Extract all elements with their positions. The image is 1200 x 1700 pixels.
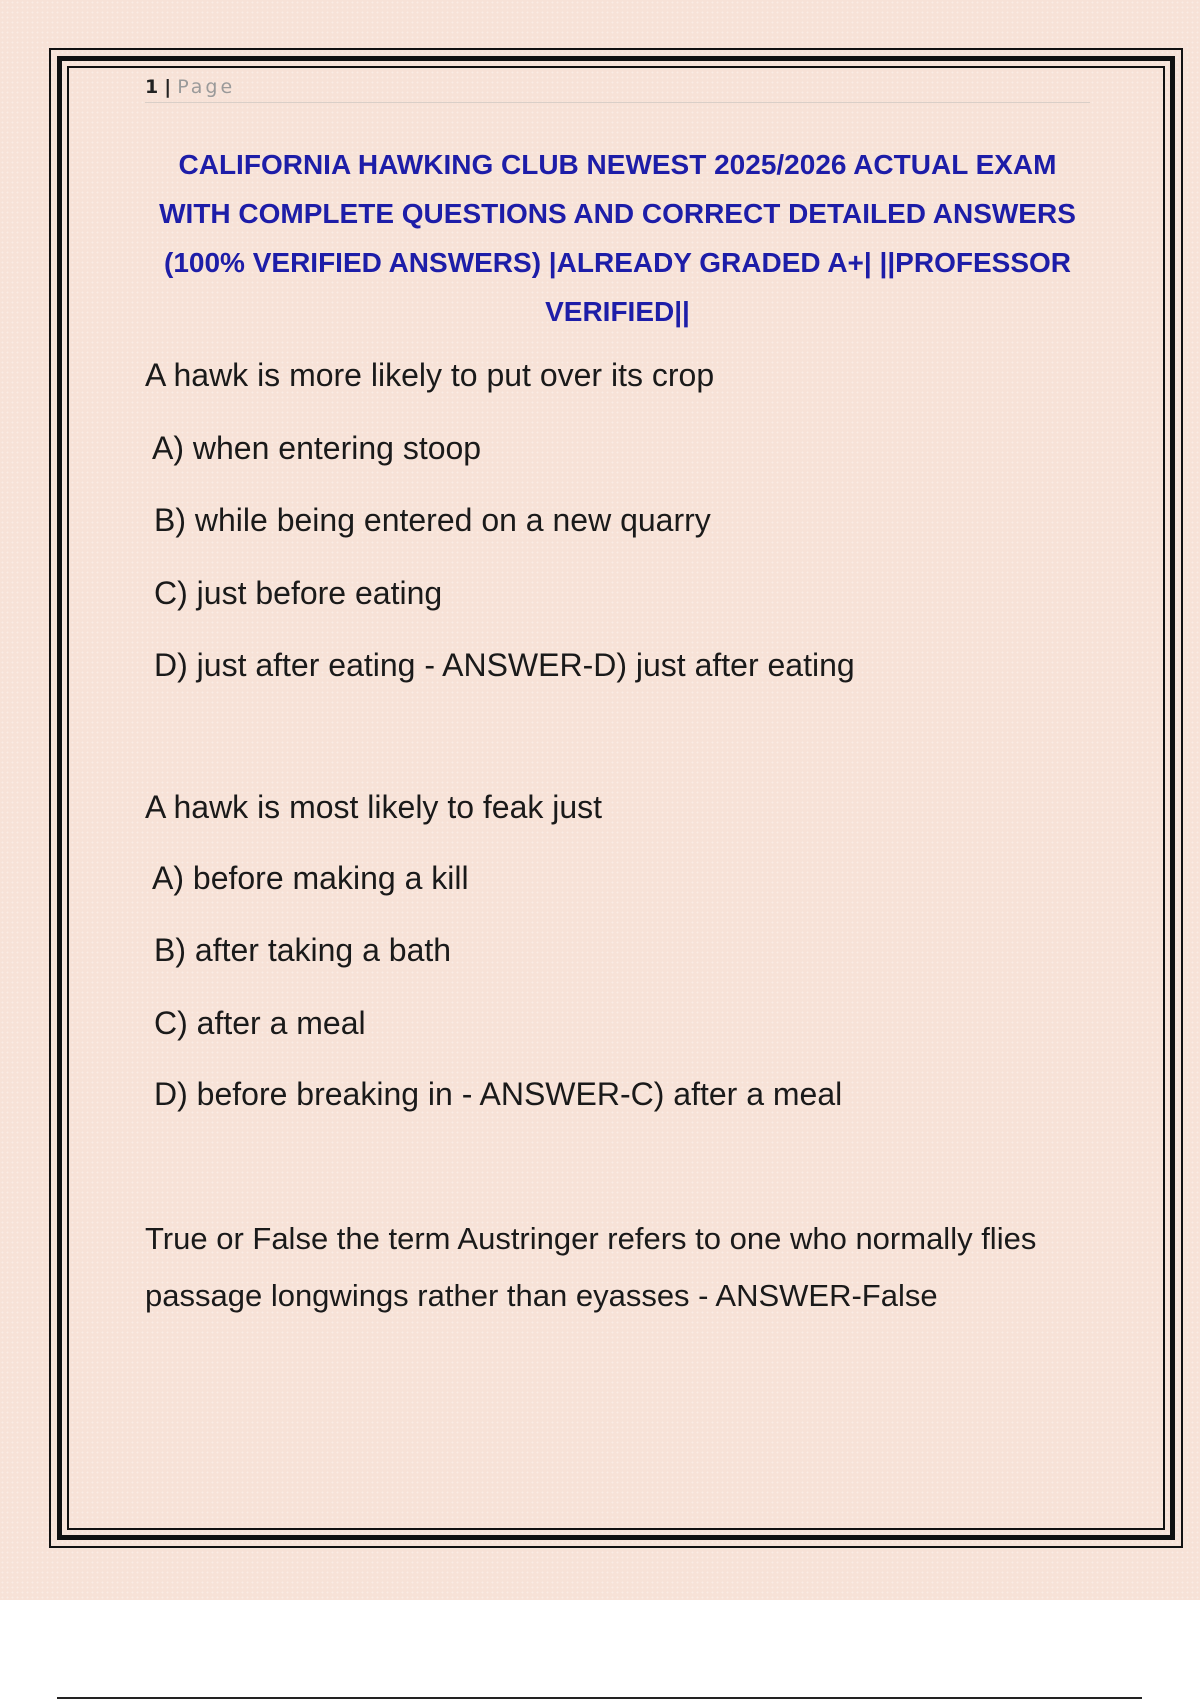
document-title: CALIFORNIA HAWKING CLUB NEWEST 2025/2026 ACTUAL EXAM WITH COMPLETE QUESTIONS AND CORRECT DETAILED ANSWERS (100% VERIFIED ANSWERS) |ALREADY GRADED A+| ||PROFESSOR VERIFIED|| xyxy=(159,149,1076,327)
question-2-option-a: A) before making a kill xyxy=(152,860,469,896)
true-false-statement: True or False the term Austringer refers to one who normally flies passage longwings rather than eyasses - ANSWER-False xyxy=(145,1221,1037,1313)
question-2-option-d: D) before breaking in - ANSWER-C) after a meal xyxy=(154,1076,843,1112)
question-2: A hawk is most likely to feak just xyxy=(145,789,603,825)
question-2-option-c: C) after a meal xyxy=(154,1005,366,1041)
question-1-option-c: C) just before eating xyxy=(154,575,443,611)
question-1: A hawk is more likely to put over its crop xyxy=(145,357,715,393)
question-1-option-a: A) when entering stoop xyxy=(152,430,482,466)
question-2-option-b: B) after taking a bath xyxy=(154,932,452,968)
question-1-option-b: B) while being entered on a new quarry xyxy=(154,502,711,538)
question-1-option-d: D) just after eating - ANSWER-D) just after eating xyxy=(154,647,855,683)
page-header xyxy=(145,76,1090,103)
page-number: 1 xyxy=(145,76,159,98)
page-label: Page xyxy=(177,76,236,98)
page-separator: | xyxy=(164,76,172,98)
next-page-border xyxy=(57,1697,1142,1699)
